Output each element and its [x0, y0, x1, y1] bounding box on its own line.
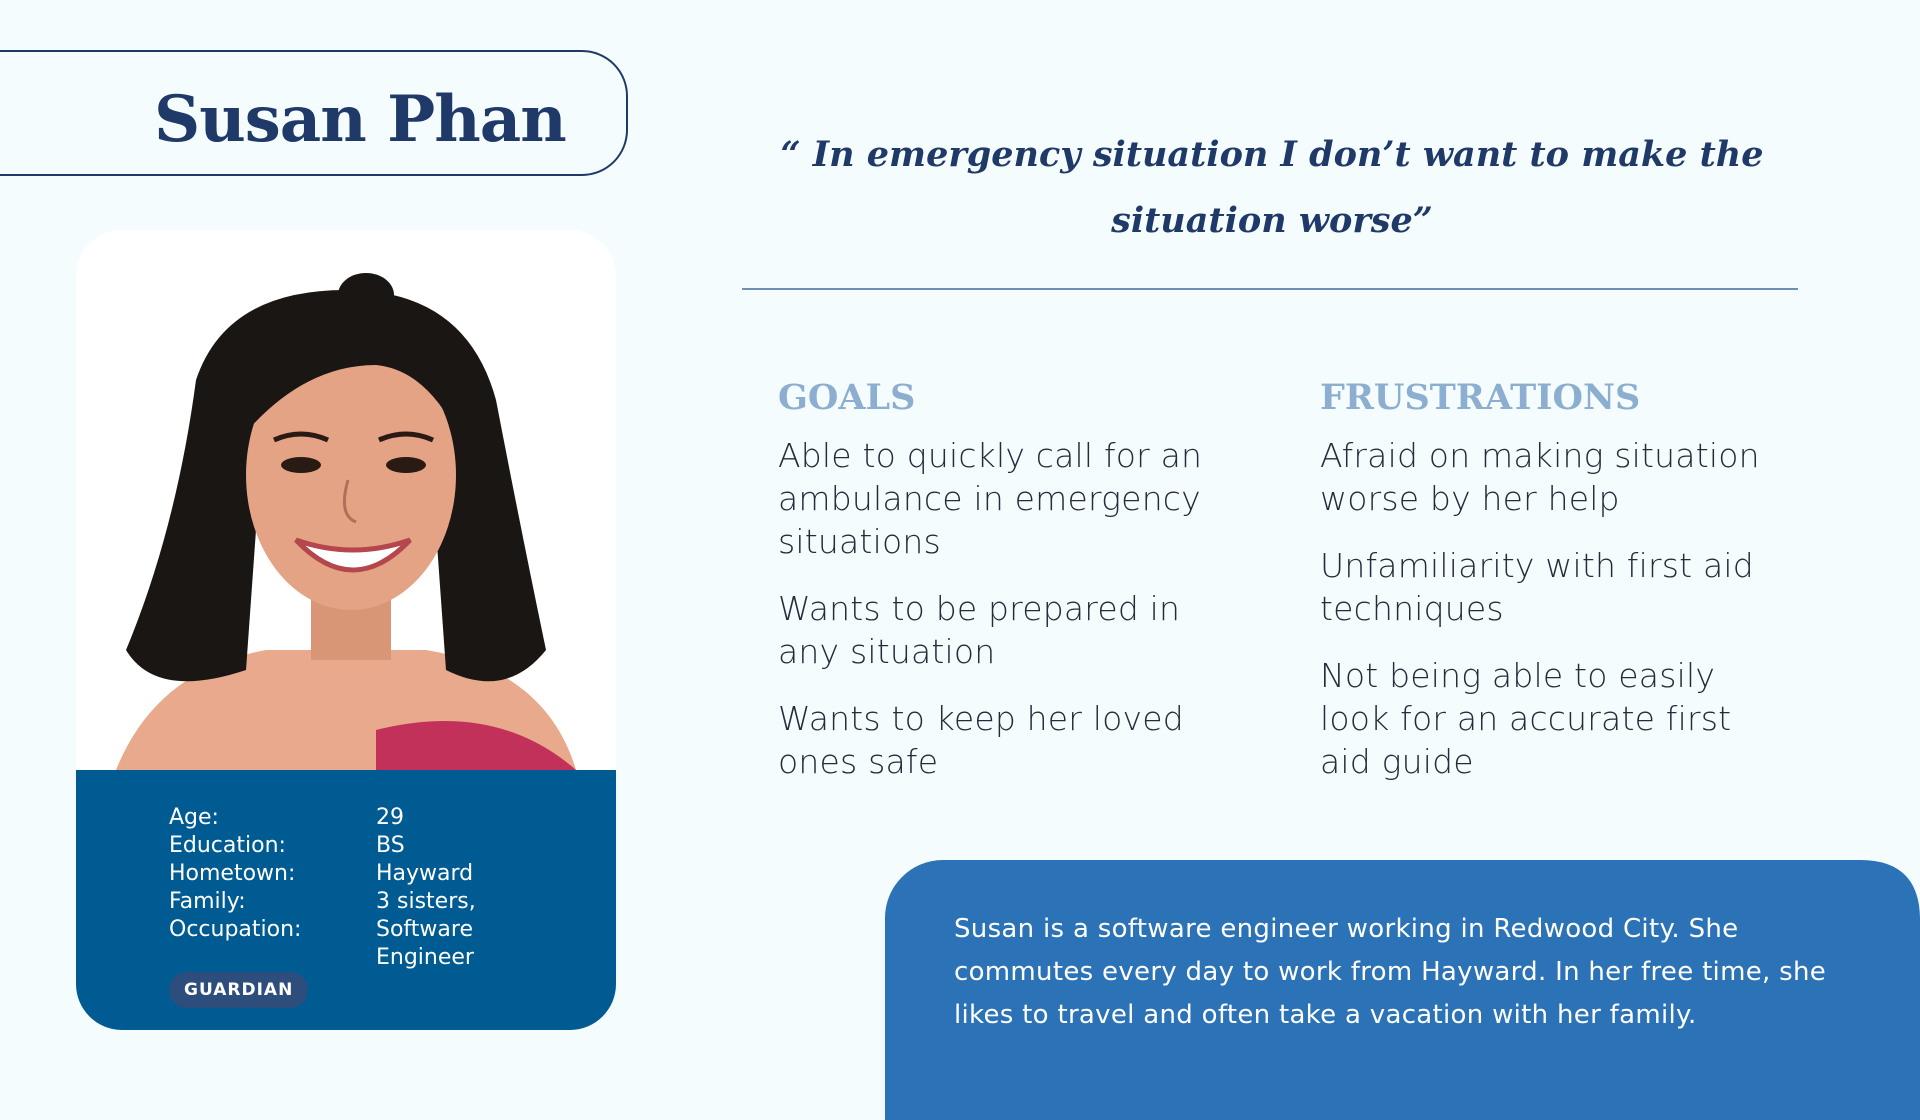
detail-value: Hayward [376, 861, 474, 886]
detail-row-occupation-cont [169, 944, 536, 972]
persona-details [169, 804, 536, 972]
frustration-item: Not being able to easily look for an accurate first aid guide [1320, 656, 1732, 781]
detail-value: Engineer [376, 945, 474, 970]
frustration-item: Afraid on making situation worse by her help [1320, 436, 1760, 518]
persona-photo [76, 230, 616, 770]
goals-heading: GOALS [778, 377, 916, 418]
frustration-item: Unfamiliarity with first aid techniques [1320, 546, 1754, 628]
detail-value: Software [376, 917, 473, 942]
persona-details-panel [76, 770, 616, 1030]
detail-label: Hometown: [169, 861, 296, 886]
detail-row-family [169, 888, 536, 916]
frustrations-section [1320, 372, 1770, 807]
detail-row-hometown [169, 860, 536, 888]
detail-value: 29 [376, 805, 404, 830]
frustrations-heading: FRUSTRATIONS [1320, 377, 1641, 418]
detail-label: Age: [169, 805, 219, 830]
goal-item: Wants to be prepared in any situation [778, 589, 1181, 671]
bio-text: Susan is a software engineer working in Redwood City. She commutes every day to work from Hayward. In her free time, she likes to travel and often take a vacation with her family. [954, 914, 1827, 1030]
bio-panel-corner [1860, 860, 1920, 920]
persona-name: Susan Phan [154, 82, 566, 157]
detail-row-occupation [169, 916, 536, 944]
detail-value: BS [376, 833, 405, 858]
detail-row-age [169, 804, 536, 832]
goal-item: Able to quickly call for an ambulance in emergency situations [778, 436, 1203, 561]
goals-section [778, 372, 1228, 807]
persona-type-badge: GUARDIAN [169, 972, 308, 1008]
detail-label: Education: [169, 833, 286, 858]
goal-item: Wants to keep her loved ones safe [778, 699, 1184, 781]
persona-card [76, 230, 616, 1030]
persona-quote: “ In emergency situation I don’t want to make the situation worse” [780, 134, 1764, 241]
quote-divider [742, 288, 1798, 290]
detail-label: Family: [169, 889, 246, 914]
detail-label: Occupation: [169, 917, 302, 942]
detail-label [169, 944, 376, 972]
detail-row-education [169, 832, 536, 860]
detail-value: 3 sisters, [376, 889, 476, 914]
